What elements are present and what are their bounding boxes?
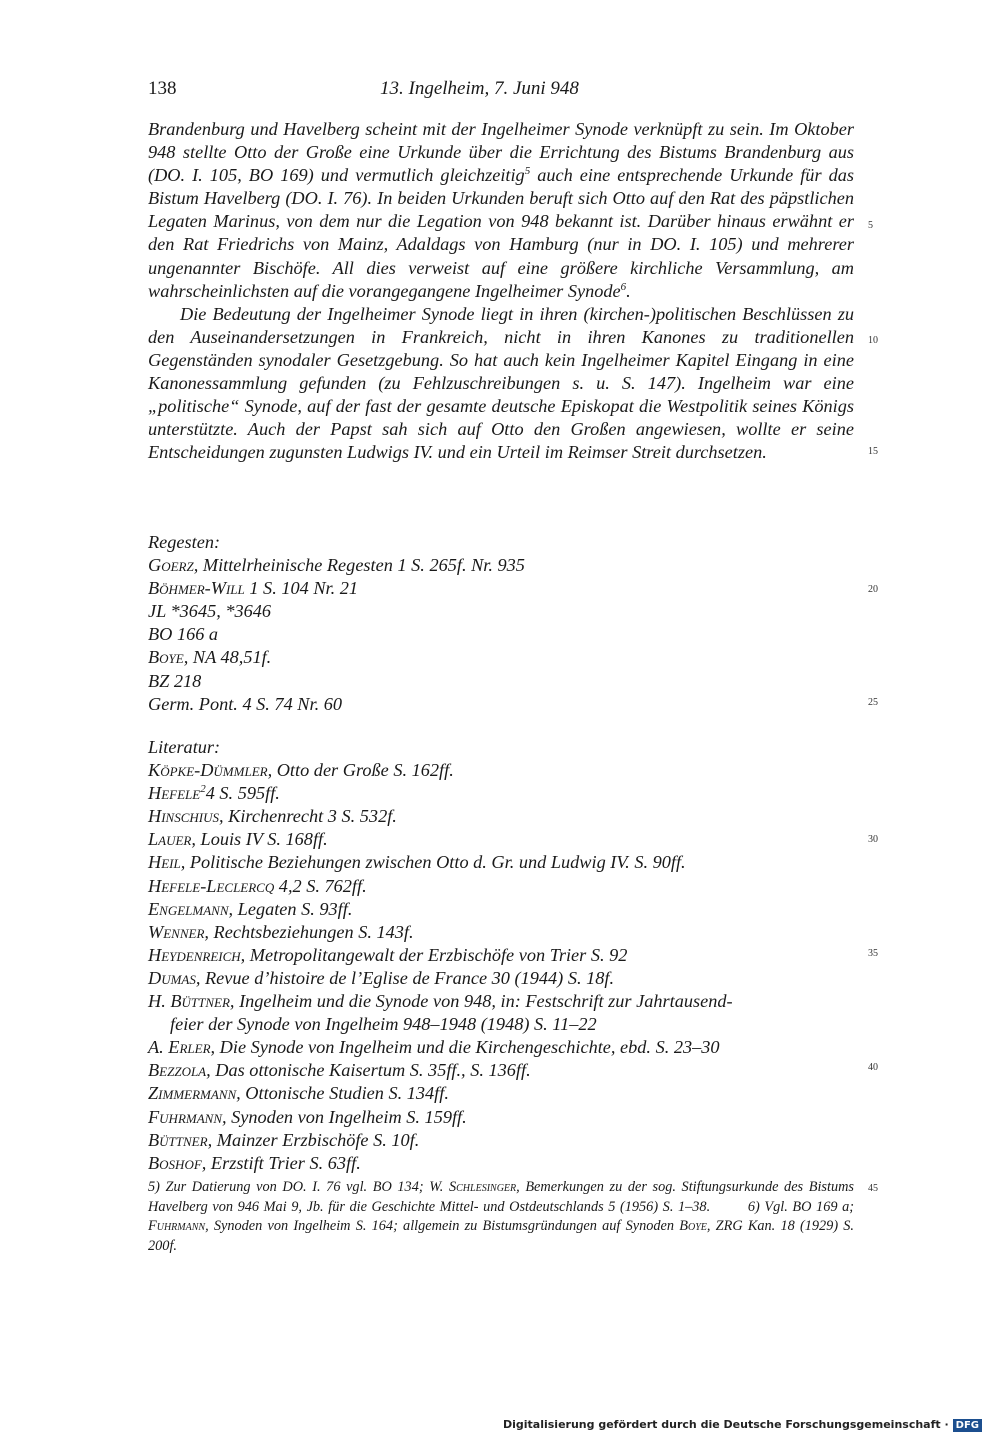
regesten-list (148, 531, 854, 716)
literatur-heading: Literatur: (148, 737, 221, 757)
regesten-heading: Regesten: (148, 532, 221, 552)
list-item: Heydenreich, Metropolitangewalt der Erzbischöfe von Trier S. 92 (148, 944, 628, 965)
list-item: Heil, Politische Beziehungen zwischen Otto d. Gr. und Ludwig IV. S. 90ff. (148, 852, 686, 873)
footnote-ref-6[interactable]: 6 (620, 280, 627, 293)
list-item: Fuhrmann, Synoden von Ingelheim S. 159ff. (148, 1106, 467, 1127)
footnotes (148, 1178, 854, 1256)
list-item: BO 166 a (148, 624, 219, 645)
list-item: Hinschius, Kirchenrecht 3 S. 532f. (148, 806, 397, 827)
line-number: 40 (868, 1062, 878, 1073)
footnote-6: 6) Vgl. BO 169 a; Fuhrmann, Synoden von Ingelheim S. 164; allgemein zu Bistumsgründungen auf Synoden Boye, ZRG Kan. 18 (1929) S. 200f. (148, 1198, 855, 1254)
footnote-ref-5[interactable]: 5 (524, 165, 531, 178)
list-item: BZ 218 (148, 670, 202, 691)
line-number: 35 (868, 948, 878, 959)
list-item: Köpke-Dümmler, Otto der Große S. 162ff. (148, 760, 454, 781)
list-item: Engelmann, Legaten S. 93ff. (148, 898, 353, 919)
line-number: 45 (868, 1183, 878, 1194)
line-number: 20 (868, 584, 878, 595)
paragraph-2: Die Bedeutung der Ingelheimer Synode liegt in ihren (kirchen-)politischen Beschlüssen zu den Auseinandersetzungen in Frankreich, nicht in ihren Kanones zu traditionellen Gegenständen synodaler Gesetzgebung. So hat auch kein Ingelheimer Kapitel Eingang in eine Kanonessammlung gefunden (zu Fehlzuschreibungen s. u. S. 147). Ingelheim war eine „politische“ Synode, auf der fast der gesamte deutsche Episkopat die Westpolitik seines Königs unterstützte. Auch der Papst sah sich auf Otto den Großen angewiesen, wollte er seine Entscheidungen zugunsten Ludwigs IV. und ein Urteil im Reimser Streit durchsetzen. (148, 303, 854, 463)
list-item: A. Erler, Die Synode von Ingelheim und die Kirchengeschichte, ebd. S. 23–30 (148, 1037, 720, 1058)
line-number: 30 (868, 834, 878, 845)
list-item: Hefele-Leclercq 4,2 S. 762ff. (148, 875, 367, 896)
list-item: JL *3645, *3646 (148, 601, 272, 622)
line-number: 5 (868, 220, 873, 231)
list-item: Böhmer-Will 1 S. 104 Nr. 21 (148, 578, 359, 599)
list-item: Büttner, Mainzer Erzbischöfe S. 10f. (148, 1129, 420, 1150)
list-item: Bezzola, Das ottonische Kaisertum S. 35ff., S. 136ff. (148, 1060, 531, 1081)
list-item: H. Büttner, Ingelheim und die Synode von 948, in: Festschrift zur Jahrtausend- feier der Synode von Ingelheim 948–1948 (1948) S. 11–22 (148, 991, 733, 1035)
line-number: 25 (868, 697, 878, 708)
list-item: Boshof, Erzstift Trier S. 63ff. (148, 1152, 361, 1173)
list-item: Germ. Pont. 4 S. 74 Nr. 60 (148, 693, 342, 714)
dfg-logo: DFG (953, 1419, 982, 1432)
list-item: Wenner, Rechtsbeziehungen S. 143f. (148, 921, 414, 942)
list-item: Goerz, Mittelrheinische Regesten 1 S. 265f. Nr. 935 (148, 555, 525, 576)
footer-credit: Digitalisierung gefördert durch die Deutsche Forschungsgemeinschaft · DFG (503, 1418, 982, 1432)
line-number: 15 (868, 446, 878, 457)
literatur-list (148, 736, 854, 1175)
list-item: Dumas, Revue d’histoire de l’Eglise de France 30 (1944) S. 18f. (148, 967, 615, 988)
list-item: Hefele$^2$4 S. 595ff. (148, 783, 280, 804)
body-text (148, 118, 854, 464)
paragraph-1: Brandenburg und Havelberg scheint mit der Ingelheimer Synode verknüpft zu sein. Im Oktober 948 stellte Otto der Große eine Urkunde über die Errichtung des Bistums Brandenburg aus (DO. I. 105, BO 169) und vermutlich gleichzeitig$^5$ auch eine entsprechende Urkunde für das Bistum Havelberg (DO. I. 76). In beiden Urkunden beruft sich Otto auf den Rat des päpstlichen Legaten Marinus, von dem nur die Legation von 948 bekannt ist. Darüber hinaus erwähnt er den Rat Friedrichs von Mainz, Adaldags von Hamburg (nur in DO. I. 105) und mehrerer ungenannter Bischöfe. All dies verweist auf eine größere kirchliche Versammlung, am wahrscheinlichsten auf die vorangegangene Ingelheimer Synode$^6$. (148, 119, 854, 301)
line-number: 10 (868, 335, 878, 346)
footnote-5: 5) Zur Datierung von DO. I. 76 vgl. BO 134; W. Schlesinger, Bemerkungen zu der sog. Stiftungsurkunde des Bistums Havelberg von 946 Mai 9, Jb. für die Geschichte Mittel- und Ostdeutschlands 5 (1956) S. 1–38. (148, 1179, 854, 1215)
list-item: Zimmermann, Ottonische Studien S. 134ff. (148, 1083, 449, 1104)
page-number: 138 (148, 78, 177, 99)
running-title: 13. Ingelheim, 7. Juni 948 (380, 78, 579, 99)
list-item: Lauer, Louis IV S. 168ff. (148, 829, 328, 850)
list-item: Boye, NA 48,51f. (148, 647, 272, 668)
